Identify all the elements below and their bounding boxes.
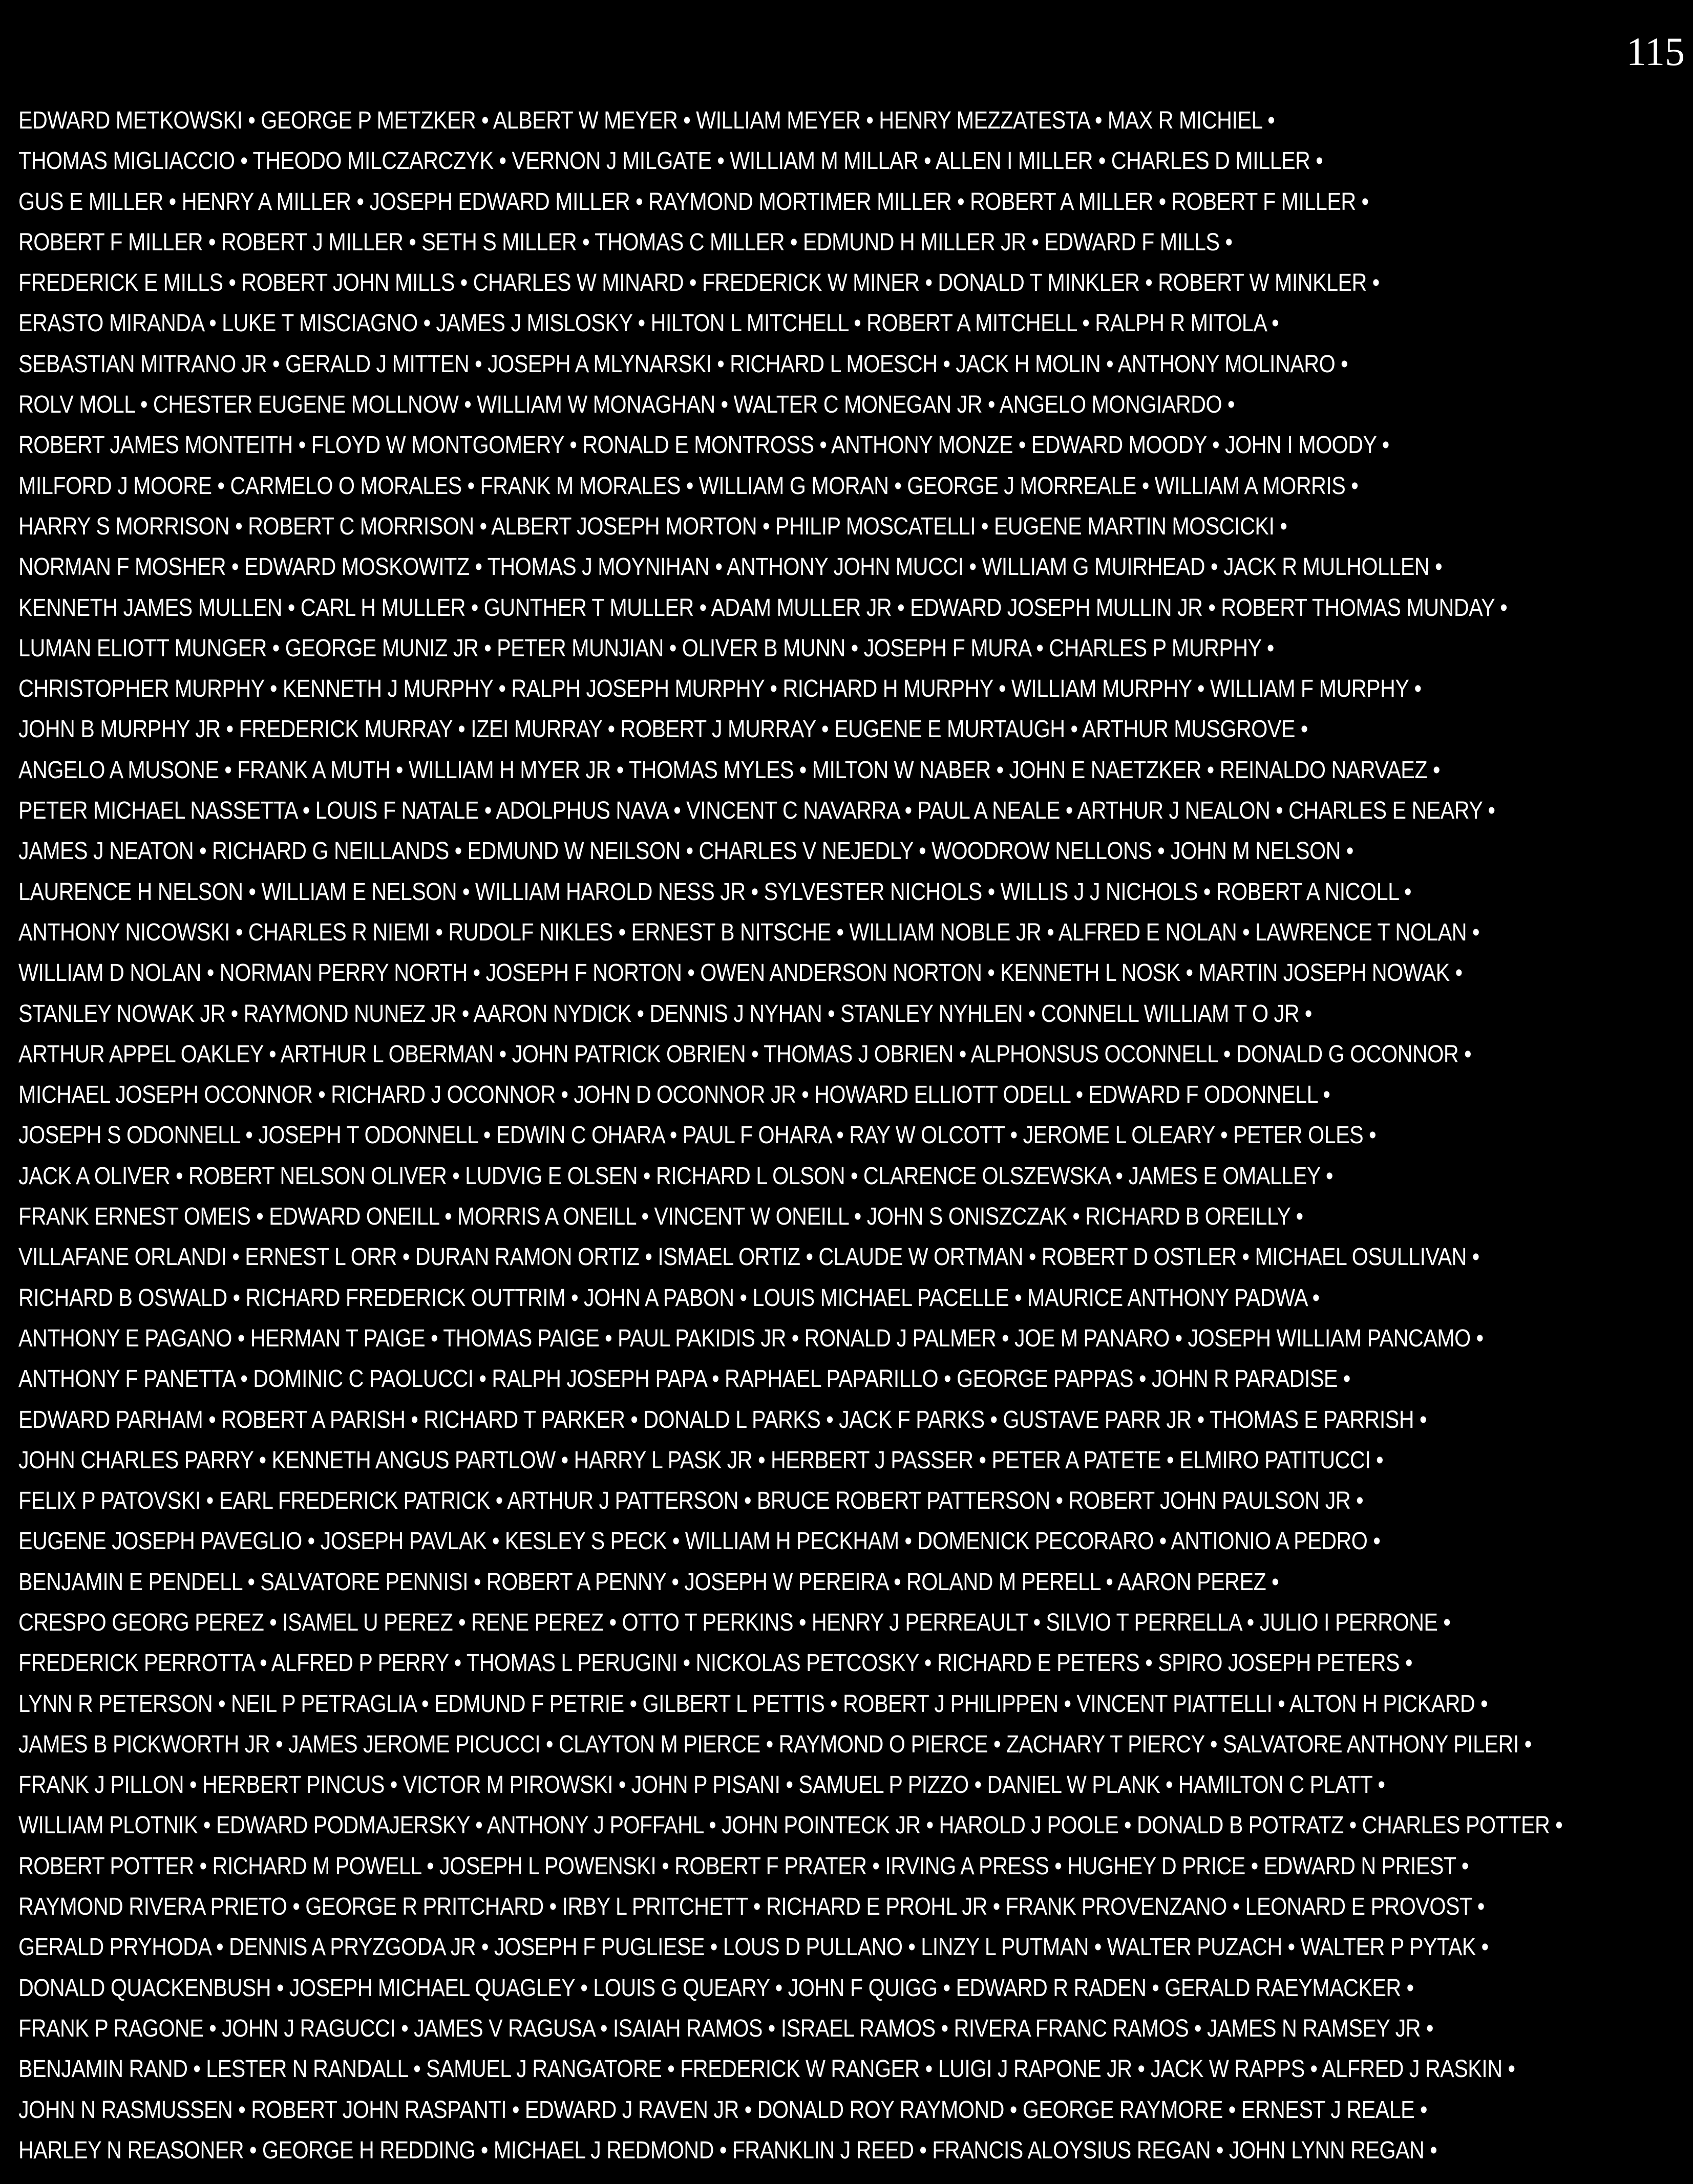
name-line: JAMES J NEATON • RICHARD G NEILLANDS • EDMUND W NEILSON • CHARLES V NEJEDLY • WOODROW NELLONS • JOHN M NELSON • xyxy=(18,838,1353,865)
name-line: HARRY S MORRISON • ROBERT C MORRISON • ALBERT JOSEPH MORTON • PHILIP MOSCATELLI • EUGENE MARTIN MOSCICKI • xyxy=(18,512,1287,540)
name-line: EDWARD PARHAM • ROBERT A PARISH • RICHARD T PARKER • DONALD L PARKS • JACK F PARKS • GUSTAVE PARR JR • THOMAS E PARRISH • xyxy=(18,1406,1427,1433)
name-line: ANTHONY F PANETTA • DOMINIC C PAOLUCCI • RALPH JOSEPH PAPA • RAPHAEL PAPARILLO • GEORGE PAPPAS • JOHN R PARADISE • xyxy=(18,1365,1350,1393)
name-line: RICHARD B OSWALD • RICHARD FREDERICK OUTTRIM • JOHN A PABON • LOUIS MICHAEL PACELLE • MAURICE ANTHONY PADWA • xyxy=(18,1284,1320,1312)
name-line: ROBERT JAMES MONTEITH • FLOYD W MONTGOMERY • RONALD E MONTROSS • ANTHONY MONZE • EDWARD MOODY • JOHN I MOODY • xyxy=(18,432,1389,459)
name-line: FREDERICK PERROTTA • ALFRED P PERRY • THOMAS L PERUGINI • NICKOLAS PETCOSKY • RICHARD E PETERS • SPIRO JOSEPH PETERS • xyxy=(18,1650,1412,1677)
name-line: GERALD PRYHODA • DENNIS A PRYZGODA JR • JOSEPH F PUGLIESE • LOUS D PULLANO • LINZY L PUTMAN • WALTER PUZACH • WALTER P PYTAK • xyxy=(18,1934,1489,1961)
name-line: ERASTO MIRANDA • LUKE T MISCIAGNO • JAMES J MISLOSKY • HILTON L MITCHELL • ROBERT A MITCHELL • RALPH R MITOLA • xyxy=(18,310,1279,337)
name-line: EDWARD METKOWSKI • GEORGE P METZKER • ALBERT W MEYER • WILLIAM MEYER • HENRY MEZZATESTA • MAX R MICHIEL • xyxy=(18,107,1275,134)
name-line: FRANK P RAGONE • JOHN J RAGUCCI • JAMES V RAGUSA • ISAIAH RAMOS • ISRAEL RAMOS • RIVERA FRANC RAMOS • JAMES N RAMSEY JR • xyxy=(18,2015,1433,2042)
name-line: JOHN B MURPHY JR • FREDERICK MURRAY • IZEI MURRAY • ROBERT J MURRAY • EUGENE E MURTAUGH • ARTHUR MUSGROVE • xyxy=(18,716,1308,743)
name-line: JOHN N RASMUSSEN • ROBERT JOHN RASPANTI • EDWARD J RAVEN JR • DONALD ROY RAYMOND • GEORGE RAYMORE • ERNEST J REALE • xyxy=(18,2096,1428,2124)
name-line: NORMAN F MOSHER • EDWARD MOSKOWITZ • THOMAS J MOYNIHAN • ANTHONY JOHN MUCCI • WILLIAM G MUIRHEAD • JACK R MULHOLLEN • xyxy=(18,553,1443,581)
name-line: FRANK ERNEST OMEIS • EDWARD ONEILL • MORRIS A ONEILL • VINCENT W ONEILL • JOHN S ONISZCZAK • RICHARD B OREILLY • xyxy=(18,1203,1303,1231)
page-number: 115 xyxy=(1626,29,1685,74)
name-line: BENJAMIN E PENDELL • SALVATORE PENNISI • ROBERT A PENNY • JOSEPH W PEREIRA • ROLAND M PERELL • AARON PEREZ • xyxy=(18,1568,1279,1596)
name-line: FREDERICK E MILLS • ROBERT JOHN MILLS • CHARLES W MINARD • FREDERICK W MINER • DONALD T MINKLER • ROBERT W MINKLER • xyxy=(18,269,1380,297)
name-line: HARLEY N REASONER • GEORGE H REDDING • MICHAEL J REDMOND • FRANKLIN J REED • FRANCIS ALOYSIUS REGAN • JOHN LYNN REGAN • xyxy=(18,2136,1437,2164)
name-line: SEBASTIAN MITRANO JR • GERALD J MITTEN • JOSEPH A MLYNARSKI • RICHARD L MOESCH • JACK H MOLIN • ANTHONY MOLINARO • xyxy=(18,350,1348,378)
name-line: VILLAFANE ORLANDI • ERNEST L ORR • DURAN RAMON ORTIZ • ISMAEL ORTIZ • CLAUDE W ORTMAN • ROBERT D OSTLER • MICHAEL OSULLIVAN • xyxy=(18,1244,1479,1271)
name-line: THOMAS MIGLIACCIO • THEODO MILCZARCZYK • VERNON J MILGATE • WILLIAM M MILLAR • ALLEN I MILLER • CHARLES D MILLER • xyxy=(18,147,1323,175)
name-line: FELIX P PATOVSKI • EARL FREDERICK PATRICK • ARTHUR J PATTERSON • BRUCE ROBERT PATTERSON • ROBERT JOHN PAULSON JR • xyxy=(18,1487,1364,1515)
name-line: ROLV MOLL • CHESTER EUGENE MOLLNOW • WILLIAM W MONAGHAN • WALTER C MONEGAN JR • ANGELO MONGIARDO • xyxy=(18,391,1235,419)
name-line: ANTHONY NICOWSKI • CHARLES R NIEMI • RUDOLF NIKLES • ERNEST B NITSCHE • WILLIAM NOBLE JR • ALFRED E NOLAN • LAWRENCE T NOLAN • xyxy=(18,918,1479,946)
name-line: JOSEPH S ODONNELL • JOSEPH T ODONNELL • EDWIN C OHARA • PAUL F OHARA • RAY W OLCOTT • JEROME L OLEARY • PETER OLES • xyxy=(18,1122,1377,1149)
name-line: ROBERT F MILLER • ROBERT J MILLER • SETH S MILLER • THOMAS C MILLER • EDMUND H MILLER JR • EDWARD F MILLS • xyxy=(18,228,1233,256)
name-line: JAMES B PICKWORTH JR • JAMES JEROME PICUCCI • CLAYTON M PIERCE • RAYMOND O PIERCE • ZACHARY T PIERCY • SALVATORE ANTHONY PILERI • xyxy=(18,1730,1532,1758)
name-line: MILFORD J MOORE • CARMELO O MORALES • FRANK M MORALES • WILLIAM G MORAN • GEORGE J MORREALE • WILLIAM A MORRIS • xyxy=(18,472,1359,500)
name-line: CHRISTOPHER MURPHY • KENNETH J MURPHY • RALPH JOSEPH MURPHY • RICHARD H MURPHY • WILLIAM MURPHY • WILLIAM F MURPHY • xyxy=(18,675,1422,703)
name-line: WILLIAM D NOLAN • NORMAN PERRY NORTH • JOSEPH F NORTON • OWEN ANDERSON NORTON • KENNETH L NOSK • MARTIN JOSEPH NOWAK • xyxy=(18,959,1463,987)
name-line: PETER MICHAEL NASSETTA • LOUIS F NATALE • ADOLPHUS NAVA • VINCENT C NAVARRA • PAUL A NEALE • ARTHUR J NEALON • CHARLES E NEARY • xyxy=(18,797,1495,825)
name-line: ARTHUR APPEL OAKLEY • ARTHUR L OBERMAN • JOHN PATRICK OBRIEN • THOMAS J OBRIEN • ALPHONSUS OCONNELL • DONALD G OCONNOR • xyxy=(18,1040,1472,1068)
name-line: MICHAEL JOSEPH OCONNOR • RICHARD J OCONNOR • JOHN D OCONNOR JR • HOWARD ELLIOTT ODELL • EDWARD F ODONNELL • xyxy=(18,1081,1330,1109)
name-line: CRESPO GEORG PEREZ • ISAMEL U PEREZ • RENE PEREZ • OTTO T PERKINS • HENRY J PERREAULT • SILVIO T PERRELLA • JULIO I PERRONE • xyxy=(18,1609,1451,1636)
name-line: LUMAN ELIOTT MUNGER • GEORGE MUNIZ JR • PETER MUNJIAN • OLIVER B MUNN • JOSEPH F MURA • CHARLES P MURPHY • xyxy=(18,634,1274,662)
name-line: GUS E MILLER • HENRY A MILLER • JOSEPH EDWARD MILLER • RAYMOND MORTIMER MILLER • ROBERT A MILLER • ROBERT F MILLER • xyxy=(18,188,1369,216)
name-line: LAURENCE H NELSON • WILLIAM E NELSON • WILLIAM HAROLD NESS JR • SYLVESTER NICHOLS • WILLIS J J NICHOLS • ROBERT A NICOLL • xyxy=(18,878,1411,906)
name-line: BENJAMIN RAND • LESTER N RANDALL • SAMUEL J RANGATORE • FREDERICK W RANGER • LUIGI J RAPONE JR • JACK W RAPPS • ALFRED J RASKIN • xyxy=(18,2055,1515,2083)
name-line: RAYMOND RIVERA PRIETO • GEORGE R PRITCHARD • IRBY L PRITCHETT • RICHARD E PROHL JR • FRANK PROVENZANO • LEONARD E PROVOST • xyxy=(18,1893,1485,1921)
name-line: ANGELO A MUSONE • FRANK A MUTH • WILLIAM H MYER JR • THOMAS MYLES • MILTON W NABER • JOHN E NAETZKER • REINALDO NARVAEZ • xyxy=(18,756,1440,784)
name-line: ANTHONY E PAGANO • HERMAN T PAIGE • THOMAS PAIGE • PAUL PAKIDIS JR • RONALD J PALMER • JOE M PANARO • JOSEPH WILLIAM PANCAMO • xyxy=(18,1324,1484,1352)
name-list xyxy=(18,100,1689,2171)
name-line: KENNETH JAMES MULLEN • CARL H MULLER • GUNTHER T MULLER • ADAM MULLER JR • EDWARD JOSEPH MULLIN JR • ROBERT THOMAS MUNDAY • xyxy=(18,594,1508,622)
name-line: WILLIAM PLOTNIK • EDWARD PODMAJERSKY • ANTHONY J POFFAHL • JOHN POINTECK JR • HAROLD J POOLE • DONALD B POTRATZ • CHARLES POTTER • xyxy=(18,1812,1563,1839)
name-line: STANLEY NOWAK JR • RAYMOND NUNEZ JR • AARON NYDICK • DENNIS J NYHAN • STANLEY NYHLEN • CONNELL WILLIAM T O JR • xyxy=(18,1000,1312,1027)
name-line: ROBERT POTTER • RICHARD M POWELL • JOSEPH L POWENSKI • ROBERT F PRATER • IRVING A PRESS • HUGHEY D PRICE • EDWARD N PRIEST • xyxy=(18,1852,1469,1880)
name-line: JACK A OLIVER • ROBERT NELSON OLIVER • LUDVIG E OLSEN • RICHARD L OLSON • CLARENCE OLSZEWSKA • JAMES E OMALLEY • xyxy=(18,1162,1333,1190)
name-line: EUGENE JOSEPH PAVEGLIO • JOSEPH PAVLAK • KESLEY S PECK • WILLIAM H PECKHAM • DOMENICK PECORARO • ANTIONIO A PEDRO • xyxy=(18,1528,1381,1555)
name-line: LYNN R PETERSON • NEIL P PETRAGLIA • EDMUND F PETRIE • GILBERT L PETTIS • ROBERT J PHILIPPEN • VINCENT PIATTELLI • ALTON H PICKARD • xyxy=(18,1690,1488,1718)
name-line: FRANK J PILLON • HERBERT PINCUS • VICTOR M PIROWSKI • JOHN P PISANI • SAMUEL P PIZZO • DANIEL W PLANK • HAMILTON C PLATT • xyxy=(18,1771,1385,1799)
name-line: JOHN CHARLES PARRY • KENNETH ANGUS PARTLOW • HARRY L PASK JR • HERBERT J PASSER • PETER A PATETE • ELMIRO PATITUCCI • xyxy=(18,1446,1384,1474)
name-line: DONALD QUACKENBUSH • JOSEPH MICHAEL QUAGLEY • LOUIS G QUEARY • JOHN F QUIGG • EDWARD R RADEN • GERALD RAEYMACKER • xyxy=(18,1974,1414,2002)
